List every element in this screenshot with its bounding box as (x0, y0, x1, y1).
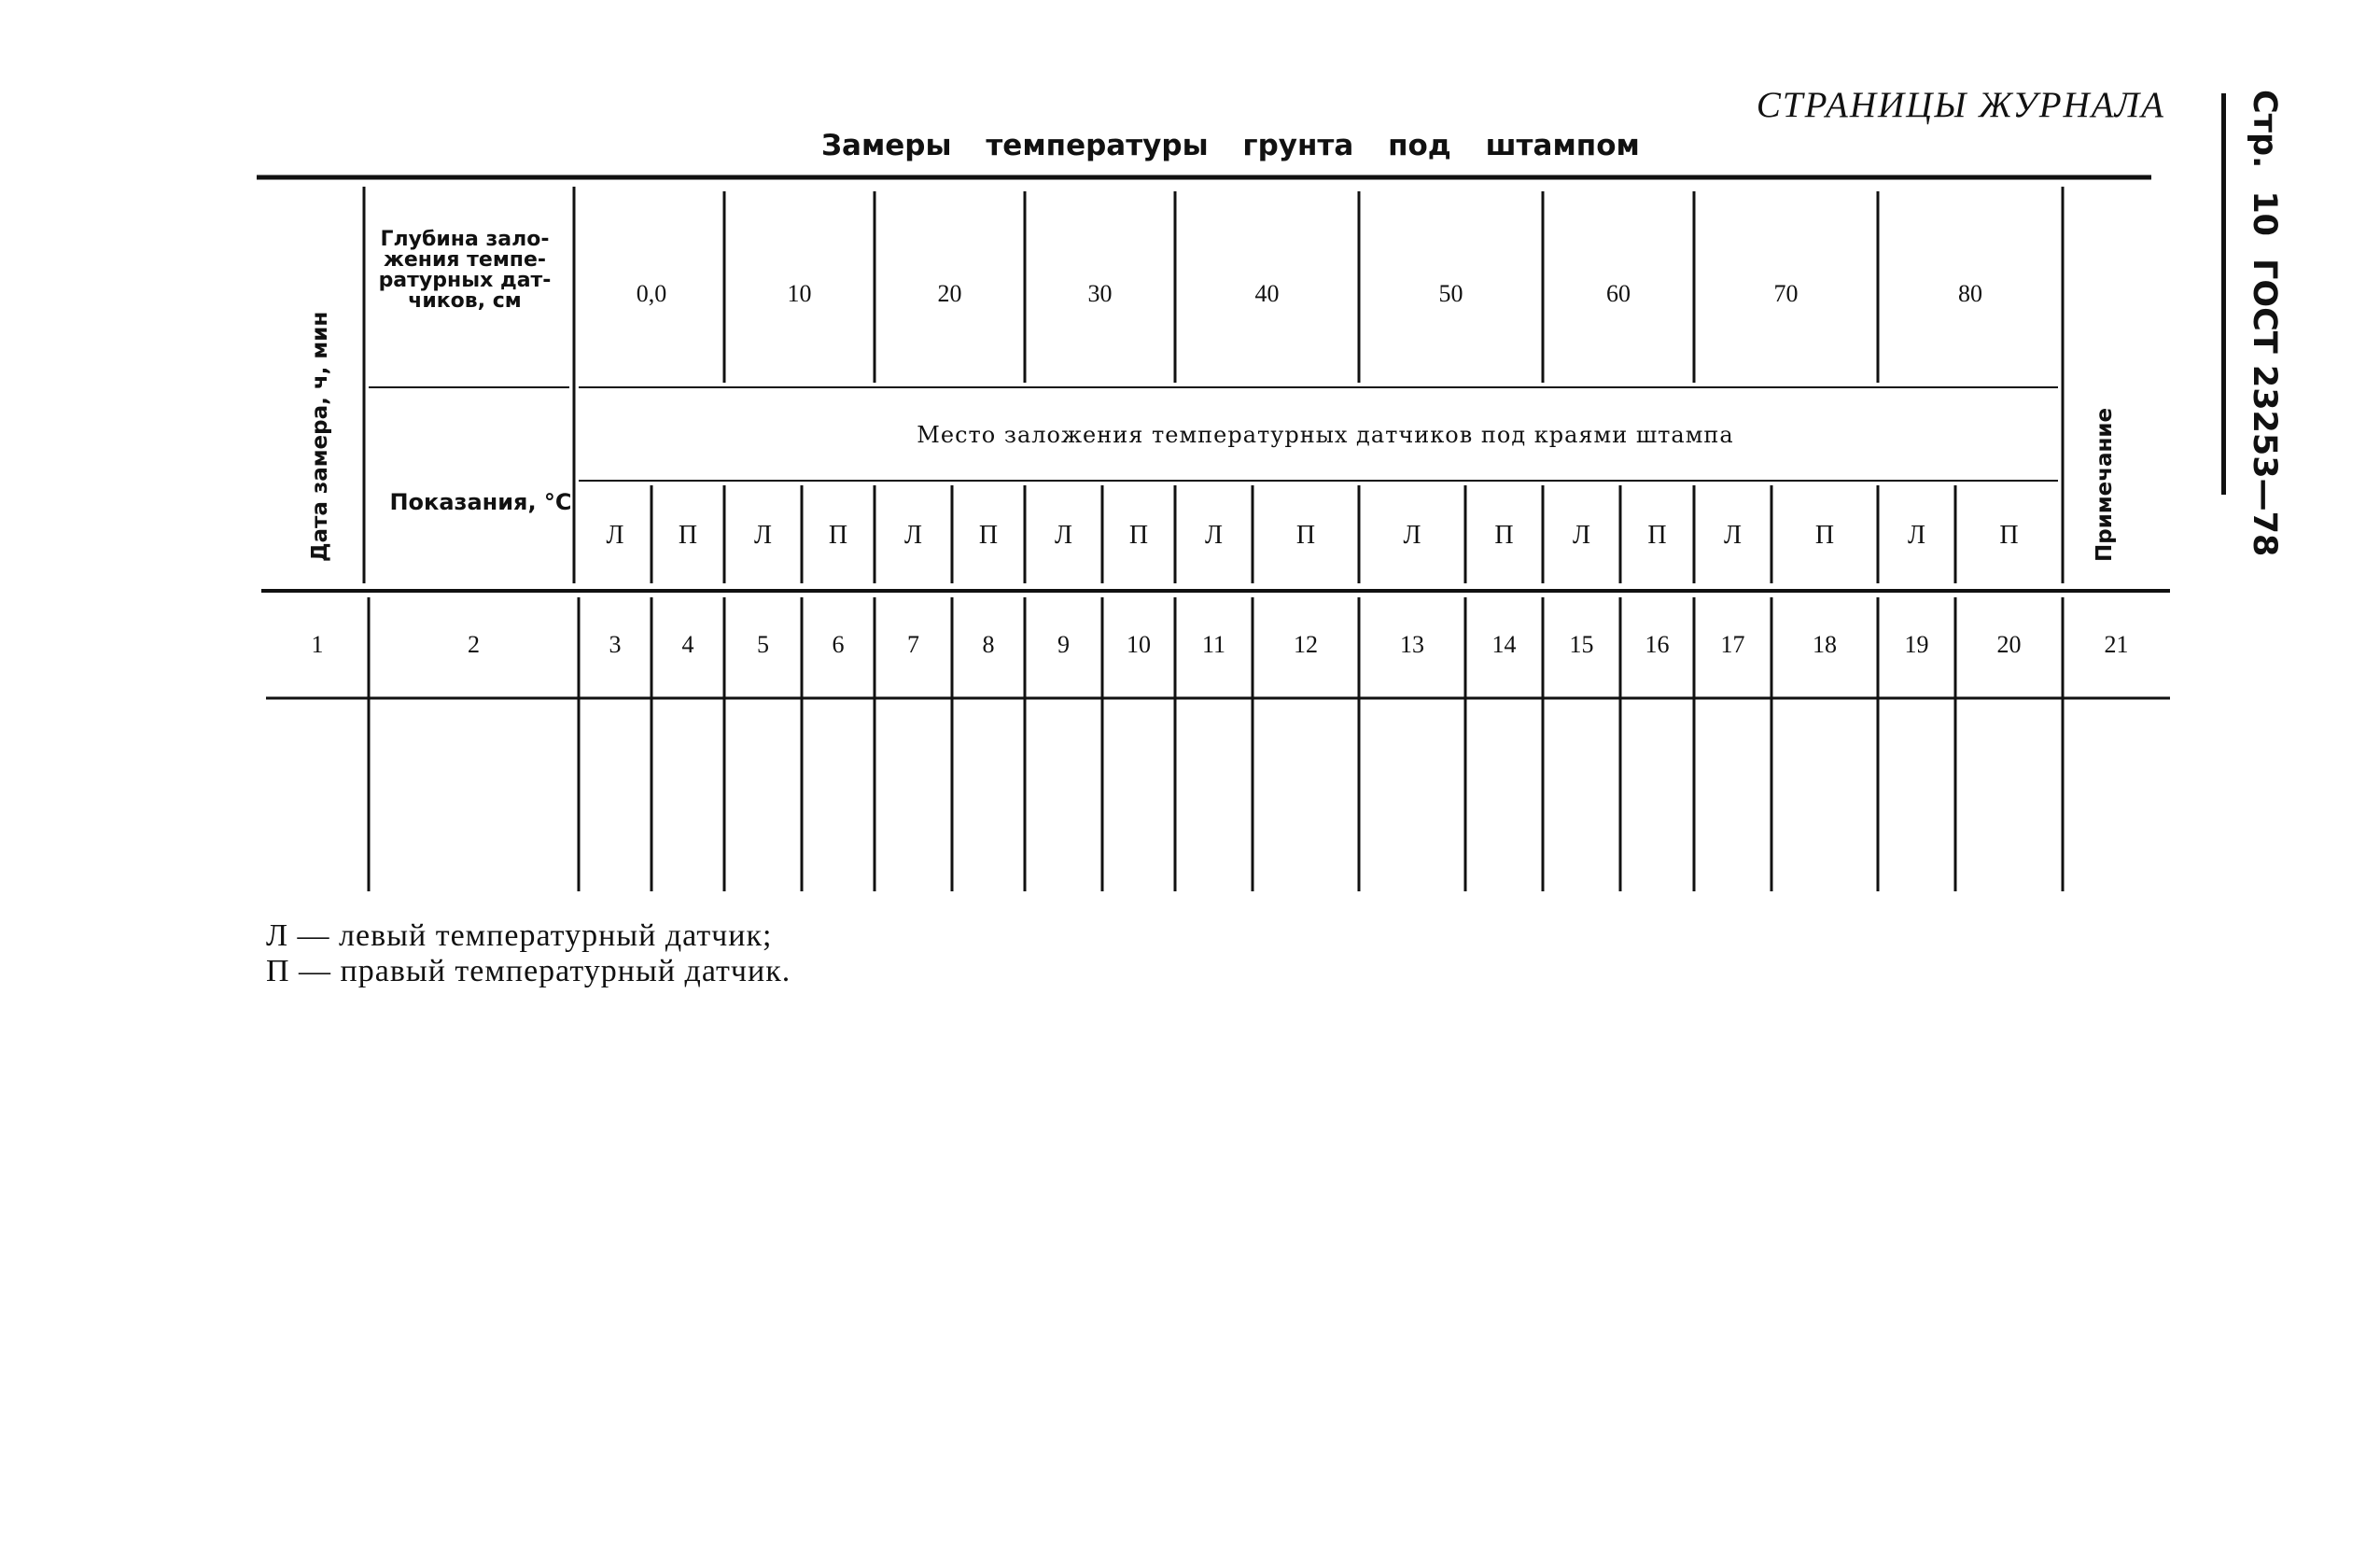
column-number: 15 (1569, 631, 1594, 658)
column-number: 12 (1294, 631, 1318, 658)
legend-left-sensor: Л — левый температурный датчик; (266, 918, 773, 953)
sensor-label: Л (606, 521, 624, 550)
sensor-label: Л (1724, 521, 1742, 550)
depth-value: 20 (937, 280, 962, 307)
column-number: 1 (311, 631, 324, 658)
sensor-label: Л (1055, 521, 1072, 550)
sensor-label: П (828, 521, 848, 550)
date-column-header: Дата замера, ч, мин (308, 311, 332, 562)
depth-value: 70 (1773, 280, 1799, 307)
depth-value: 60 (1606, 280, 1631, 307)
column-number: 9 (1057, 631, 1070, 658)
placement-header: Место заложения температурных датчиков под краями штампа (917, 422, 1734, 448)
stamp-standard: ГОСТ 23253—78 (2246, 259, 2283, 557)
depth-value: 80 (1958, 280, 1982, 307)
section-title: СТРАНИЦЫ ЖУРНАЛА (1756, 85, 2165, 125)
column-number: 18 (1813, 631, 1837, 658)
column-number: 13 (1400, 631, 1424, 658)
legend-right-sensor: П — правый температурный датчик. (266, 954, 791, 988)
column-number: 17 (1720, 631, 1745, 658)
stamp-page-label: Стр. (2246, 90, 2283, 169)
sensor-label: П (1814, 521, 1835, 550)
depth-value: 10 (787, 280, 812, 307)
depth-value: 50 (1438, 280, 1463, 307)
sensor-label: Л (1205, 521, 1223, 550)
sensor-label: П (1494, 521, 1514, 550)
depth-value: 40 (1254, 280, 1280, 307)
column-number: 11 (1201, 631, 1226, 658)
sensor-label: Л (904, 521, 922, 550)
column-number: 7 (907, 631, 919, 658)
column-number: 8 (982, 631, 995, 658)
column-number: 6 (832, 631, 845, 658)
sensor-label: П (678, 521, 698, 550)
depth-column-header (366, 230, 564, 312)
column-number: 19 (1904, 631, 1929, 658)
stamp-page-number: 10 (2246, 190, 2283, 237)
column-number: 2 (468, 631, 480, 658)
depth-value: 30 (1087, 280, 1113, 307)
column-number: 4 (681, 631, 694, 658)
sensor-label: П (1295, 521, 1316, 550)
column-number: 3 (609, 631, 622, 658)
sensor-label: П (978, 521, 999, 550)
depth-header-text: Глубина зало- жения темпе- ратурных дат- чиков, см (378, 228, 552, 313)
sensor-label: П (1128, 521, 1149, 550)
readings-column-header: Показания, °С (389, 489, 572, 515)
column-number: 21 (2104, 631, 2129, 658)
sensor-label: Л (1908, 521, 1925, 550)
column-number: 14 (1491, 631, 1517, 658)
sensor-label: Л (754, 521, 772, 550)
sensor-label: Л (1573, 521, 1590, 550)
column-number: 20 (1996, 631, 2022, 658)
table-title: Замеры температуры грунта под штампом (821, 129, 1640, 162)
column-number: 5 (757, 631, 769, 658)
sensor-label: Л (1403, 521, 1421, 550)
depth-value: 0,0 (636, 280, 667, 307)
sensor-label: П (1647, 521, 1667, 550)
column-number: 10 (1127, 631, 1151, 658)
column-number: 16 (1645, 631, 1670, 658)
sensor-label: П (1999, 521, 2019, 550)
note-column-header: Примечание (2093, 407, 2117, 562)
